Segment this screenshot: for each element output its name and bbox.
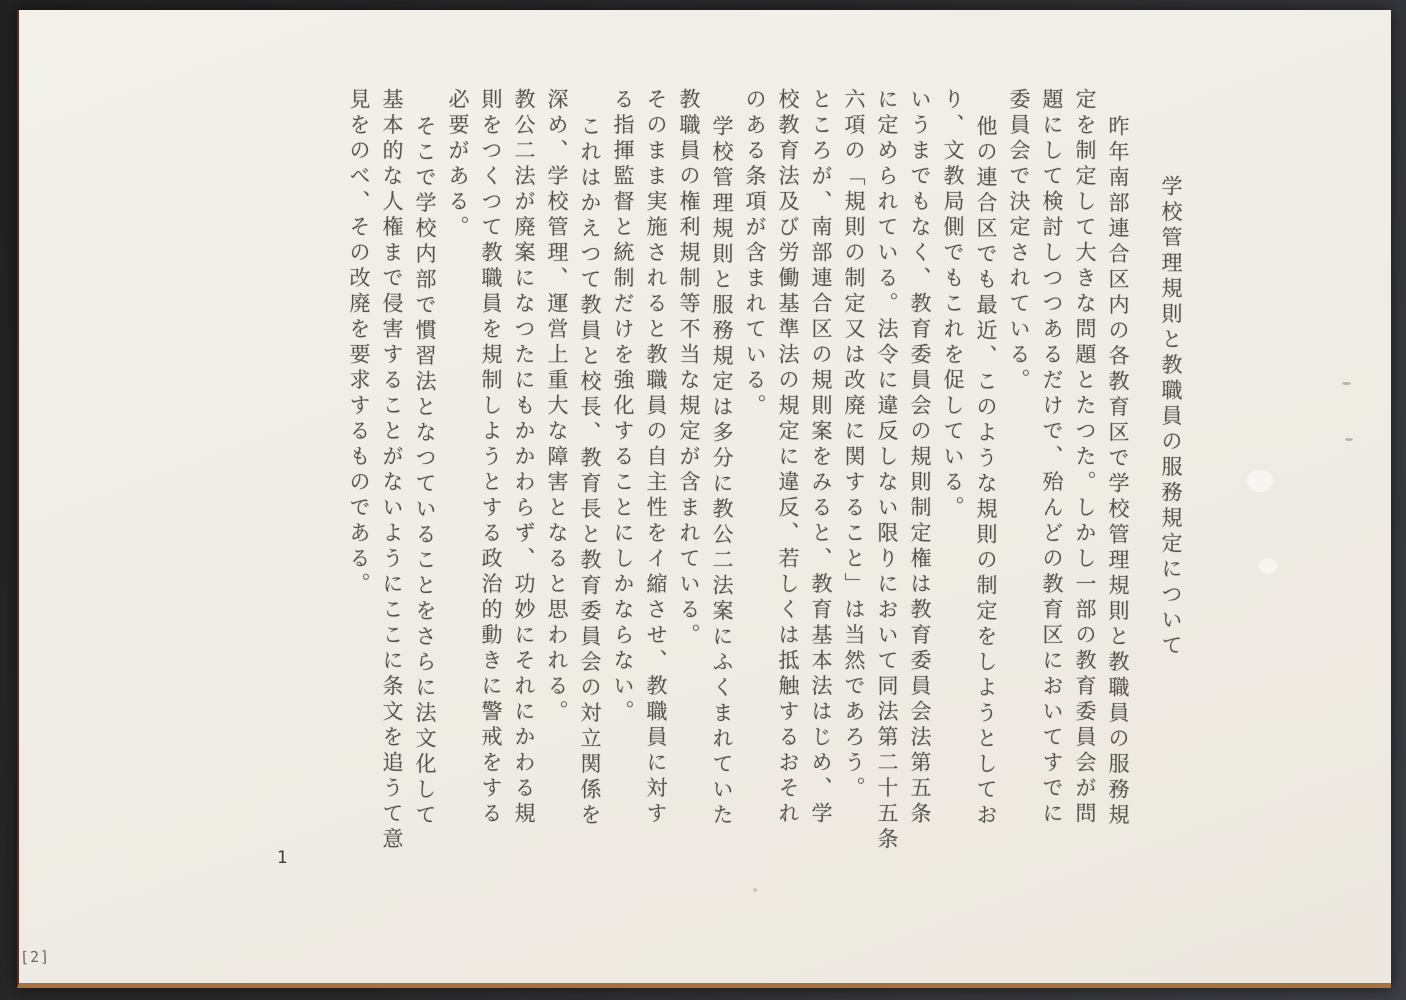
text-column: 学校管理規則と服務規定は多分に教公二法案にふくまれていた: [710, 115, 734, 829]
text-column: のある条項が含まれている。: [743, 88, 767, 420]
paper-stain: [1247, 470, 1273, 492]
text-column: 教公二法が廃案になつたにもかかわらず、功妙にそれにかわる規: [512, 88, 536, 828]
text-column: 題にして検討しつつあるだけで、殆んどの教育区においてすでに: [1040, 88, 1064, 828]
text-column: 教職員の権利規制等不当な規定が含まれている。: [677, 88, 701, 649]
ink-speck: [1342, 382, 1351, 385]
ink-speck: [753, 888, 757, 892]
text-column: る指揮監督と統制だけを強化することにしかならない。: [611, 88, 635, 726]
corner-annotation: [2]: [19, 947, 51, 967]
ink-speck: [1345, 438, 1353, 441]
text-column: 昨年南部連合区内の各教育区で学校管理規則と教職員の服務規: [1106, 115, 1130, 829]
page-number: 1: [277, 848, 288, 868]
text-columns: [342, 88, 1187, 883]
text-column: に定められている。法令に違反しない限りにおいて同法第二十五条: [875, 88, 899, 853]
text-column: これはかえつて教員と校長、教育長と教育委員会の対立関係を: [578, 115, 602, 829]
text-column: そのまま実施されると教職員の自主性をイ縮させ、教職員に対す: [644, 88, 668, 828]
text-column: 委員会で決定されている。: [1007, 88, 1031, 394]
text-column: 六項の「規則の制定又は改廃に関すること」は当然であろう。: [842, 88, 866, 802]
document-page: [17, 10, 1391, 988]
text-column: そこで学校内部で慣習法となつていることをさらに法文化して: [413, 115, 437, 829]
text-column: 他の連合区でも最近、このような規則の制定をしようとしてお: [974, 115, 998, 829]
text-column: 定を制定して大きな問題とたつた。しかし一部の教育委員会が問: [1073, 88, 1097, 828]
text-column: 深め、学校管理、運営上重大な障害となると思われる。: [545, 88, 569, 726]
paper-stain: [1259, 558, 1277, 574]
text-column: ところが、南部連合区の規則案をみると、教育基本法はじめ、学: [809, 88, 833, 828]
text-column: り、文教局側でもこれを促している。: [941, 88, 965, 522]
document-title: 学校管理規則と教職員の服務規定について: [1159, 175, 1183, 660]
text-column: 見をのべ、その改廃を要求するものである。: [347, 88, 371, 598]
text-column: 校教育法及び労働基準法の規定に違反、若しくは抵触するおそれ: [776, 88, 800, 828]
text-column: 則をつくつて教職員を規制しようとする政治的動きに警戒をする: [479, 88, 503, 828]
text-column: 必要がある。: [446, 88, 470, 241]
text-column: いうまでもなく、教育委員会の規則制定権は教育委員会法第五条: [908, 88, 932, 828]
text-column: 基本的な人権まで侵害することがないようにここに条文を追うて意: [380, 88, 404, 853]
